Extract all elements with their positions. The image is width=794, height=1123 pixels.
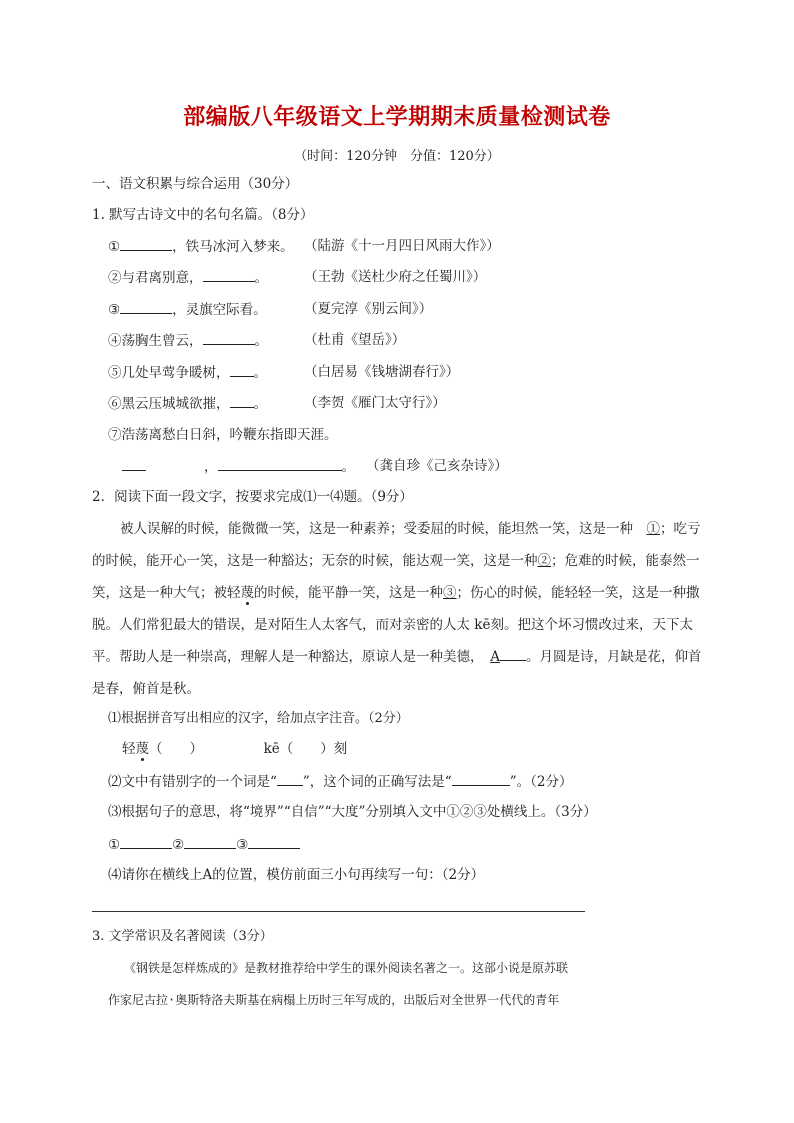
q1-item-2: ②与君离别意， 。: [108, 267, 268, 288]
q2-sub-1: ⑴根据拼音写出相应的汉字，给加点字注音。（2分）: [108, 711, 409, 726]
question-1-heading: 1. 默写古诗文中的名句名篇。（8分）: [92, 207, 314, 223]
q1-item-5-source: （白居易《钱塘湖春行》）: [304, 364, 460, 380]
question-3-heading: 3. 文学常识及名著阅读（3分）: [92, 929, 273, 944]
q3-text-line-1: 《钢铁是怎样炼成的》是教材推荐给中学生的课外阅读名著之一。这部小说是原苏联: [124, 961, 569, 975]
q1-item-6: ⑥黑云压城城欲摧， 。: [108, 393, 267, 414]
answer-blank[interactable]: [203, 330, 255, 345]
answer-blank[interactable]: [120, 299, 172, 314]
q2-sub-3-answers: ① ② ③: [108, 834, 300, 855]
q1-item-7-source: （龚自珍《己亥杂诗》）: [366, 458, 508, 474]
page-subtitle: （时间：120分钟 分值：120分）: [294, 149, 500, 164]
answer-blank[interactable]: [230, 362, 254, 377]
q1-item-4-source: （杜甫《望岳》）: [304, 332, 406, 348]
q1-item-2-source: （王勃《送杜少府之任蜀川》）: [304, 269, 487, 285]
passage-blank-3: ③: [443, 585, 457, 601]
q1-item-7: ⑦浩荡离愁白日斜，吟鞭东指即天涯。: [108, 427, 338, 443]
answer-blank[interactable]: [203, 267, 255, 282]
q2-sub-4: ⑷请你在横线上A的位置，模仿前面三小句再续写一句：（2分）: [108, 867, 485, 883]
page-title: 部编版八年级语文上学期期末质量检测试卷: [183, 105, 611, 130]
q1-item-1: ① ，铁马冰河入梦来。: [108, 236, 294, 257]
q2-sub-3: ⑶根据句子的意思，将“境界”“自信”“大度”分别填入文中①②③处横线上。（3分）: [108, 804, 597, 820]
q1-item-3: ③ ，灵旗空际看。: [108, 299, 267, 320]
q3-text-line-2: 作家尼古拉·奥斯特洛夫斯基在病榻上历时三年写成的，出版后对全世界一代代的青年: [108, 993, 560, 1007]
answer-field[interactable]: （ ）: [149, 741, 203, 757]
answer-blank[interactable]: [277, 771, 303, 786]
q2-sub-2: ⑵文中有错别字的一个词是“ ”，这个词的正确写法是“ ”。（2分）: [108, 771, 572, 792]
answer-blank[interactable]: [248, 834, 300, 849]
answer-blank[interactable]: [184, 834, 236, 849]
answer-line[interactable]: [92, 911, 585, 912]
answer-blank[interactable]: [122, 456, 146, 471]
reading-passage: 被人误解的时候，能微微一笑，这是一种素养；受委屈的时候，能坦然一笑，这是一种 ①；吃亏的时候，能开心一笑，这是一种豁达；无奈的时候，能达观一笑，这是一种②；危难的时候，能泰然一笑，这是一种大气；被轻蔑的时候，能平静一笑，这是一种③；伤心的时候，能轻轻一笑，这是一种撒脱。人们常犯最大的错误，是对陌生人太客气，而对亲密的人太 kē刻。把这个坏习惯改过来，天下太平。帮助人是一种崇高，理解人是一种豁达，原谅人是一种美德， A 。月圆是诗，月缺是花，仰首是春，俯首是秋。: [92, 521, 702, 697]
passage-blank-a: A: [490, 649, 500, 665]
passage-blank-2: ②: [537, 553, 551, 569]
answer-blank[interactable]: [230, 393, 254, 408]
q1-item-5: ⑤几处早莺争暖树， 。: [108, 362, 267, 383]
q1-item-1-source: （陆游《十一月四日风雨大作》）: [304, 238, 500, 254]
answer-blank[interactable]: [120, 236, 172, 251]
answer-blank[interactable]: [218, 456, 342, 471]
question-2-heading: 2．阅读下面一段文字，按要求完成⑴一⑷题。（9分）: [92, 489, 413, 505]
answer-blank[interactable]: [452, 771, 510, 786]
q1-item-4: ④荡胸生曾云， 。: [108, 330, 268, 351]
dotted-character: 蔑: [240, 585, 254, 601]
passage-blank-1: ①: [646, 521, 660, 537]
q1-item-6-source: （李贺《雁门太守行》）: [304, 395, 446, 411]
answer-field[interactable]: （ ）: [279, 741, 334, 757]
q2-sub-1-fields: 轻蔑（ ） kē（ ）刻: [122, 741, 348, 757]
q1-item-3-source: （夏完淳《别云间》）: [304, 301, 433, 317]
section-heading: 一、语文积累与综合运用（30分）: [92, 176, 299, 192]
q1-item-7-answer-line: ， 。: [122, 456, 355, 477]
answer-blank[interactable]: [120, 834, 172, 849]
